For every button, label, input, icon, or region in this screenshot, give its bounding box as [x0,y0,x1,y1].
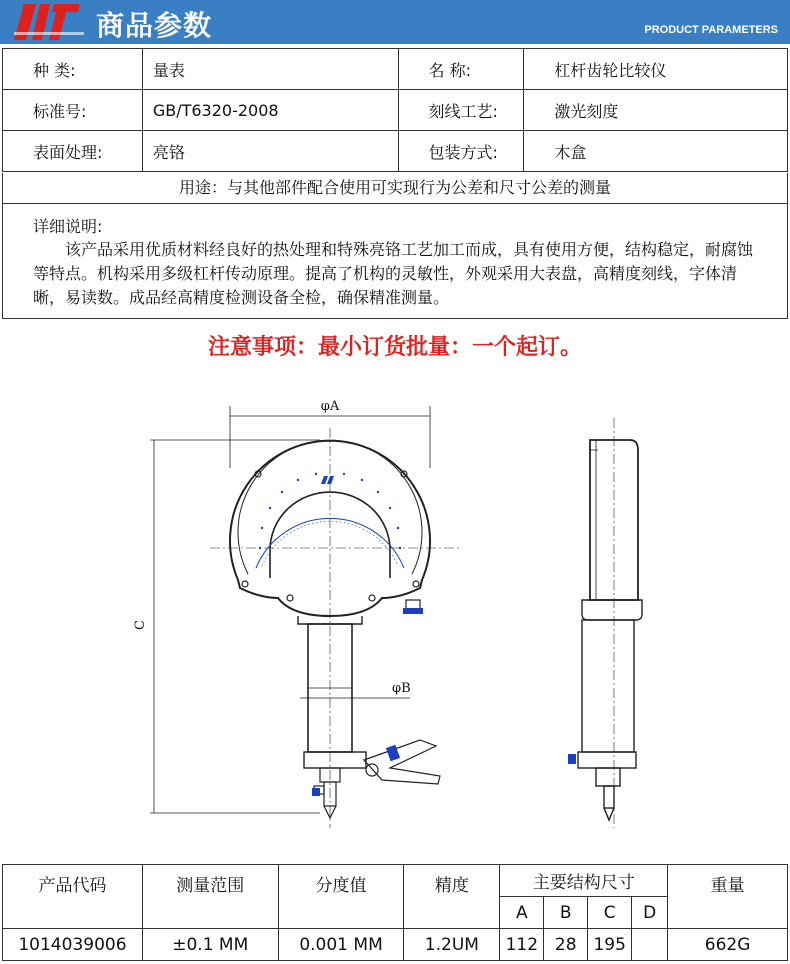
param-value: 木盒 [524,131,788,172]
header-accuracy: 精度 [404,865,500,929]
technical-drawing [120,388,680,848]
param-key: 名 称: [398,49,524,90]
params-row [3,131,788,172]
usage-text: 用途：与其他部件配合使用可实现行为公差和尺寸公差的测量 [2,173,788,204]
dim-b-label: φB [392,681,411,696]
param-key: 标准号: [3,90,143,131]
page-subtitle: PRODUCT PARAMETERS [644,24,778,36]
brand-logo-icon [14,2,84,42]
param-key: 表面处理: [3,131,143,172]
dim-c-label: C [133,620,148,630]
param-value: 量表 [142,49,398,90]
param-value: 激光刻度 [524,90,788,131]
params-row [3,90,788,131]
params-row [3,49,788,90]
detail-text: 该产品采用优质材料经良好的热处理和特殊亮铬工艺加工而成，具有使用方便，结构稳定，耐腐蚀等特点。机构采用多级杠杆传动原理。提高了机构的灵敏性，外观采用大表盘，高精度刻线，字体清晰，易读数。成品经高精度检测设备全检，确保精准测量。 [33,240,754,307]
header-dim-a: A [500,897,544,929]
header-dim-c: C [588,897,632,929]
header-banner [0,0,790,44]
side-knob-icon [568,754,576,764]
clamp-screw-icon [403,608,423,614]
param-value: GB/T6320-2008 [142,90,398,131]
header-main-dims: 主要结构尺寸 [500,865,668,897]
param-key: 包装方式: [398,131,524,172]
header-weight: 重量 [668,865,788,929]
dim-a-label: φA [320,399,340,414]
cell-accuracy: 1.2UM [404,929,500,961]
front-view [150,406,460,828]
param-key: 刻线工艺: [398,90,524,131]
tip-screw-icon [312,788,320,796]
cell-dim-b: 28 [544,929,588,961]
side-view [578,418,642,828]
detail-box [2,204,788,319]
cell-code: 1014039006 [3,929,143,961]
cell-range: ±0.1 MM [142,929,278,961]
spec-data-row [3,929,788,961]
header-division: 分度值 [278,865,404,929]
lever-knob-icon [386,745,400,762]
cell-division: 0.001 MM [278,929,404,961]
cell-weight: 662G [668,929,788,961]
params-table [2,48,788,172]
notice-text: 注意事项：最小订货批量：一个起订。 [207,335,582,360]
cell-dim-c: 195 [588,929,632,961]
spec-table [2,864,788,961]
header-dim-d: D [632,897,668,929]
cell-dim-a: 112 [500,929,544,961]
dial-logo-icon [321,476,334,484]
header-dim-b: B [544,897,588,929]
spec-header-row [3,865,788,897]
param-value: 杠杆齿轮比较仪 [524,49,788,90]
page-title: 商品参数 [96,9,213,42]
header-code: 产品代码 [3,865,143,929]
header-range: 测量范围 [142,865,278,929]
param-key: 种 类: [3,49,143,90]
cell-dim-d [632,929,668,961]
param-value: 亮铬 [142,131,398,172]
detail-title: 详细说明: [33,217,103,236]
